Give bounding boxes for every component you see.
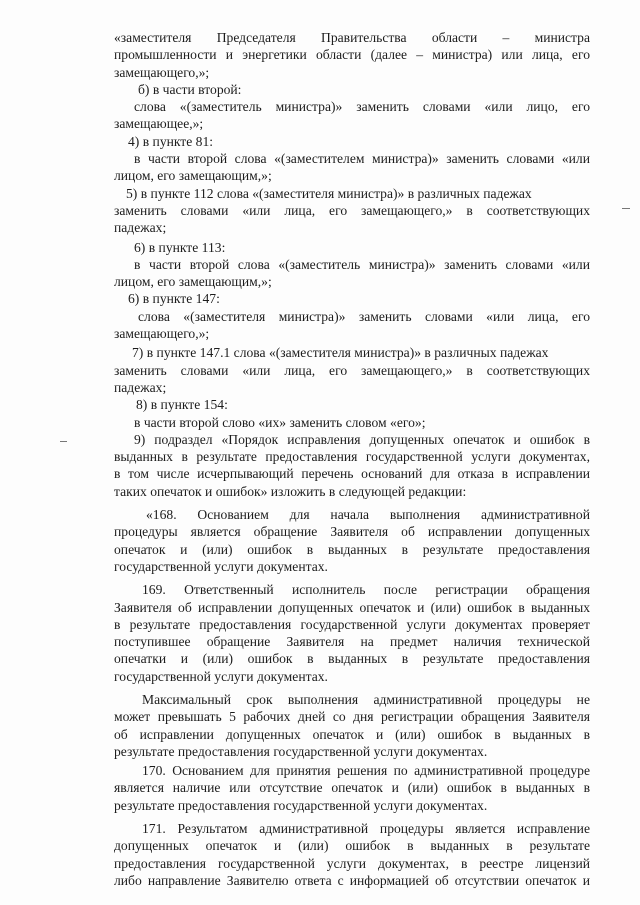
text-line: заменить словами «или лица, его замещающего,» в соответствующих xyxy=(114,362,590,378)
text-line: допущенных опечаток и (или) ошибок в выданных в результате xyxy=(114,838,590,854)
text-line: об исправлении допущенных опечаток и (или) ошибок в выданных в xyxy=(114,726,590,742)
text-line: опечаток и (или) ошибок в выданных в результате предоставления xyxy=(114,541,590,557)
text-line: лицом, его замещающим,»; xyxy=(114,274,272,290)
list-item-heading: 8) в пункте 154: xyxy=(136,397,228,413)
list-item-heading: 6) в пункте 147: xyxy=(128,291,220,307)
text-line: процедуры является обращение Заявителя об исправлении допущенных xyxy=(114,524,590,540)
scan-mark-right xyxy=(622,208,630,209)
text-line: 171. Результатом административной процедуры является исправление xyxy=(142,821,590,837)
text-line: 169. Ответственный исполнитель после регистрации обращения xyxy=(142,582,590,598)
text-line: 170. Основанием для принятия решения по административной процедуре xyxy=(142,763,590,779)
text-line: государственной услуги документах. xyxy=(114,558,328,574)
text-line: таких опечаток и ошибок» изложить в следующей редакции: xyxy=(114,483,467,499)
text-line: может превышать 5 рабочих дней со дня регистрации обращения Заявителя xyxy=(114,709,590,725)
text-line: 7) в пункте 147.1 слова «(заместителя министра)» в различных падежах xyxy=(132,345,549,361)
text-line: лицом, его замещающим,»; xyxy=(114,168,272,184)
text-line: в результате предоставления государственной услуги документах проверяет xyxy=(114,616,590,632)
text-line: заменить словами «или лица, его замещающего,» в соответствующих xyxy=(114,202,590,218)
text-line: слова «(заместителя министра)» заменить словами «или лица, его xyxy=(138,308,590,324)
text-line: поступившее обращение Заявителя на предмет наличия технической xyxy=(114,634,590,650)
text-line: результате предоставления государственной услуги документах. xyxy=(114,743,488,759)
text-line: промышленности и энергетики области (далее – министра) или лица, его xyxy=(114,47,590,63)
text-line: 9) подраздел «Порядок исправления допущенных опечаток и ошибок в xyxy=(134,431,590,447)
text-line: предоставления государственной услуги документах, в реестре лицензий xyxy=(114,855,590,871)
text-line: Максимальный срок выполнения административной процедуры не xyxy=(142,691,590,707)
text-line: «168. Основанием для начала выполнения административной xyxy=(146,507,590,523)
text-line: является наличие или отсутствие опечаток и (или) ошибок в выданных в xyxy=(114,780,590,796)
text-line: замещающее,»; xyxy=(114,116,204,132)
text-line: Заявителя об исправлении допущенных опечаток и (или) ошибок в выданных xyxy=(114,599,590,615)
list-item-heading: б) в части второй: xyxy=(138,81,242,97)
text-line: либо направление Заявителю ответа с информацией об отсутствии опечаток и xyxy=(114,872,590,888)
text-line: в том числе исчерпывающий перечень оснований для отказа в исправлении xyxy=(114,466,590,482)
text-line: результате предоставления государственной услуги документах. xyxy=(114,797,488,813)
text-line: опечатки и (или) ошибок в выданных в результате предоставления xyxy=(114,651,590,667)
text-line: 5) в пункте 112 слова «(заместителя министра)» в различных падежах xyxy=(126,185,532,201)
list-item-heading: 4) в пункте 81: xyxy=(128,133,214,149)
list-item-heading: 6) в пункте 113: xyxy=(134,239,226,255)
text-line: в части второй слова «(заместителем министра)» заменить словами «или xyxy=(134,151,590,167)
text-line: государственной услуги документах. xyxy=(114,668,328,684)
text-line: выданных в результате предоставления государственной услуги документах, xyxy=(114,449,590,465)
text-line: «заместителя Председателя Правительства области – министра xyxy=(114,30,590,45)
text-line: в части второй слова «(заместитель министра)» заменить словами «или xyxy=(134,256,590,272)
text-line: замещающего,»; xyxy=(114,64,210,80)
document-body xyxy=(114,29,590,889)
text-line: слова «(заместитель министра)» заменить словами «или лицо, его xyxy=(134,99,590,115)
text-line: в части второй слово «их» заменить словом «его»; xyxy=(134,414,426,430)
text-line: падежах; xyxy=(114,379,167,395)
scan-mark-left xyxy=(60,441,67,442)
text-line: замещающего,»; xyxy=(114,326,210,342)
text-line: падежах; xyxy=(114,220,167,236)
